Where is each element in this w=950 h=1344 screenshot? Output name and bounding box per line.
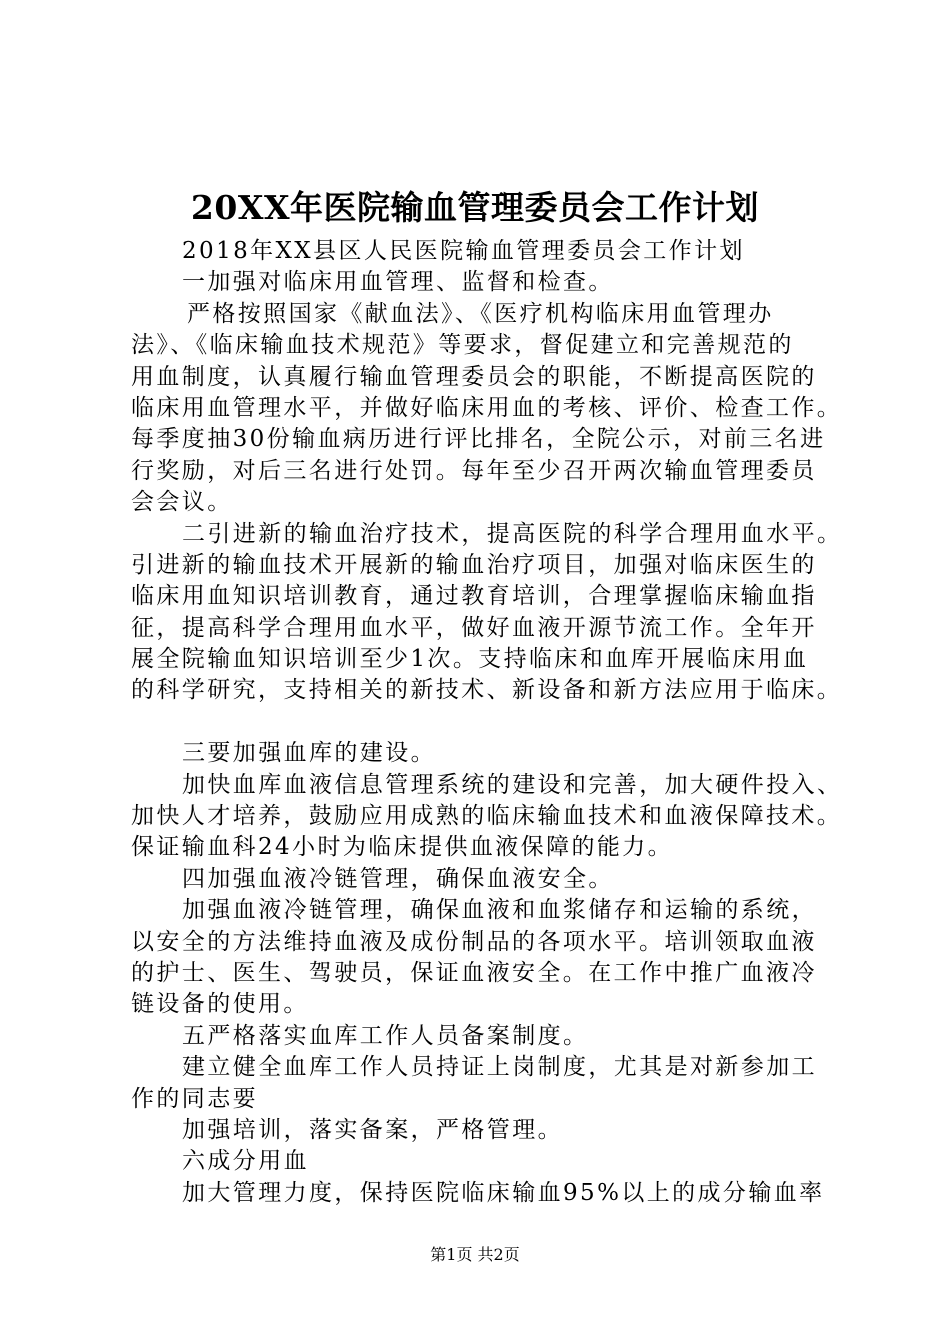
paragraph-line: 建立健全血库工作人员持证上岗制度，尤其是对新参加工: [182, 1054, 817, 1081]
paragraph-line: 加强血液冷链管理，确保血液和血浆储存和运输的系统，: [182, 897, 817, 924]
paragraph-line: 展全院输血知识培训至少1次。支持临床和血库开展临床用血: [131, 646, 809, 673]
paragraph-line: 行奖励，对后三名进行处罚。每年至少召开两次输血管理委员: [131, 457, 817, 484]
page-number: 第1页 共2页: [430, 1245, 520, 1264]
paragraph-line: 法》、《临床输血技术规范》等要求，督促建立和完善规范的: [131, 332, 794, 359]
paragraph-line: 引进新的输血技术开展新的输血治疗项目，加强对临床医生的: [131, 551, 817, 578]
paragraph-line: 的科学研究，支持相关的新技术、新设备和新方法应用于临床。: [131, 677, 843, 704]
document-body: [131, 236, 843, 1209]
paragraph-line: 用血制度，认真履行输血管理委员会的职能，不断提高医院的: [131, 363, 817, 390]
paragraph-line: 保证输血科24小时为临床提供血液保障的能力。: [131, 834, 674, 861]
section-heading: 二引进新的输血治疗技术，提高医院的科学合理用血水平。: [182, 520, 843, 547]
section-heading: 一加强对临床用血管理、监督和检查。: [182, 269, 614, 296]
paragraph-line: 临床用血管理水平，并做好临床用血的考核、评价、检查工作。: [131, 394, 843, 421]
paragraph-line: 加大管理力度，保持医院临床输血95%以上的成分输血率: [182, 1179, 825, 1206]
section-heading: 五严格落实血库工作人员备案制度。: [182, 1022, 589, 1049]
paragraph-line: 链设备的使用。: [131, 991, 309, 1018]
paragraph-line: 以安全的方法维持血液及成份制品的各项水平。培训领取血液: [131, 928, 817, 955]
paragraph-line: 临床用血知识培训教育，通过教育培训，合理掌握临床输血指: [131, 583, 817, 610]
section-heading: 三要加强血库的建设。: [182, 740, 436, 767]
paragraph-line: 加快血库血液信息管理系统的建设和完善，加大硬件投入、: [182, 771, 843, 798]
paragraph-line: 加快人才培养，鼓励应用成熟的临床输血技术和血液保障技术。: [131, 803, 843, 830]
paragraph-line: 严格按照国家《献血法》、《医疗机构临床用血管理办: [187, 300, 774, 327]
paragraph-line: 加强培训，落实备案，严格管理。: [182, 1116, 563, 1143]
section-heading: 六成分用血: [182, 1148, 309, 1175]
paragraph-line: 每季度抽30份输血病历进行评比排名，全院公示，对前三名进: [131, 426, 826, 453]
paragraph-line: 征，提高科学合理用血水平，做好血液开源节流工作。全年开: [131, 614, 817, 641]
paragraph-line: 会会议。: [131, 489, 233, 516]
blank-line: [131, 707, 836, 738]
paragraph-line: 的护士、医生、驾驶员，保证血液安全。在工作中推广血液冷: [131, 959, 817, 986]
document-title: 20XX年医院输血管理委员会工作计划: [190, 188, 760, 227]
section-heading: 四加强血液冷链管理，确保血液安全。: [182, 865, 614, 892]
subtitle-line: 2018年XX县区人民医院输血管理委员会工作计划: [182, 238, 745, 264]
paragraph-line: 作的同志要: [131, 1085, 258, 1112]
